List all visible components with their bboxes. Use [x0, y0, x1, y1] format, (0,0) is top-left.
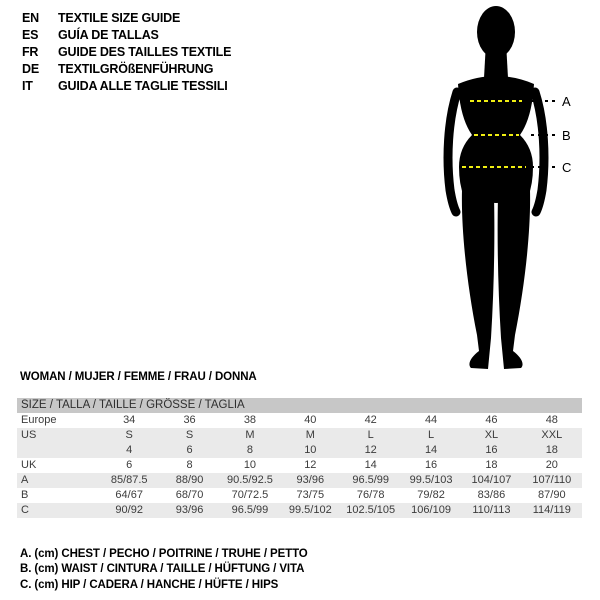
lang-row-es	[22, 26, 231, 43]
size-cell: 76/78	[356, 489, 385, 501]
lang-code: ES	[22, 27, 39, 42]
size-cell: 12	[341, 443, 401, 458]
table-row-us-numeric	[17, 443, 582, 458]
size-cell: S	[159, 428, 219, 443]
size-cell: 18	[522, 443, 582, 458]
lang-label: GUIDE DES TAILLES TEXTILE	[58, 44, 232, 59]
measurement-legend	[20, 547, 308, 593]
size-cell: 87/90	[538, 489, 566, 501]
table-row-waist	[17, 488, 582, 503]
legend-line-chest: A. (cm) CHEST / PECHO / POITRINE / TRUHE / PETTO	[20, 548, 308, 560]
size-cell: 42	[364, 414, 377, 426]
size-cell: 12	[304, 459, 317, 471]
size-cell: 114/119	[522, 503, 582, 518]
size-cell: 93/96	[280, 473, 340, 488]
size-cell: 20	[545, 459, 558, 471]
size-cell: 36	[183, 414, 196, 426]
size-cell: 14	[364, 459, 377, 471]
lang-label: TEXTILGRÖßENFÜHRUNG	[58, 61, 214, 76]
size-cell: XXL	[522, 428, 582, 443]
size-cell: 90/92	[99, 503, 159, 518]
silhouette-neck	[484, 42, 508, 78]
size-cell: M	[280, 428, 340, 443]
lang-row-it	[22, 77, 231, 94]
size-cell: 96.5/99	[220, 503, 280, 518]
size-cell: 99.5/102	[280, 503, 340, 518]
silhouette-right-arm	[535, 92, 544, 212]
size-cell: 6	[159, 443, 219, 458]
row-label: B	[21, 489, 29, 501]
size-cell: 70/72.5	[231, 489, 269, 501]
size-cell: 38	[243, 414, 257, 426]
size-cell: 64/67	[115, 489, 143, 501]
size-cell: 34	[123, 414, 136, 426]
woman-silhouette	[448, 6, 544, 369]
size-cell: 4	[99, 443, 159, 458]
table-row-us	[17, 428, 582, 443]
silhouette-left-arm	[448, 92, 457, 212]
lang-label: GUÍA DE TALLAS	[58, 27, 159, 42]
size-cell: 10	[243, 459, 257, 471]
size-cell: 88/90	[159, 473, 219, 488]
table-header-label: SIZE / TALLA / TAILLE / GRÖSSE / TAGLIA	[17, 398, 582, 413]
row-label: UK	[21, 459, 37, 471]
size-cell: 10	[280, 443, 340, 458]
size-cell: 40	[304, 414, 317, 426]
size-cell: XL	[461, 428, 521, 443]
size-cell: 93/96	[159, 503, 219, 518]
row-label: Europe	[21, 414, 57, 426]
size-cell: 8	[186, 459, 193, 471]
marker-label-a: A	[562, 94, 571, 109]
size-table	[17, 398, 582, 518]
size-cell: 8	[220, 443, 280, 458]
lang-code: FR	[22, 44, 39, 59]
size-cell: 46	[485, 414, 498, 426]
table-row-europe	[17, 413, 582, 428]
size-cell: 106/109	[401, 503, 461, 518]
lang-code: EN	[22, 10, 39, 25]
table-row-chest	[17, 473, 582, 488]
lang-row-fr	[22, 43, 231, 60]
lang-row-de	[22, 60, 231, 77]
row-label: A	[17, 473, 99, 488]
size-cell: 79/82	[417, 489, 445, 501]
silhouette-right-leg	[498, 190, 530, 369]
table-row-hip	[17, 503, 582, 518]
lang-label: GUIDA ALLE TAGLIE TESSILI	[58, 78, 228, 93]
size-cell: 44	[424, 414, 438, 426]
size-cell: L	[341, 428, 401, 443]
lang-code: DE	[22, 61, 39, 76]
size-cell: 83/86	[477, 489, 506, 501]
size-cell: S	[99, 428, 159, 443]
table-title: WOMAN / MUJER / FEMME / FRAU / DONNA	[20, 371, 257, 383]
silhouette-torso	[458, 76, 534, 203]
size-cell: M	[220, 428, 280, 443]
silhouette-left-leg	[462, 190, 494, 369]
size-cell: 90.5/92.5	[220, 473, 280, 488]
size-cell: 96.5/99	[341, 473, 401, 488]
table-row-uk	[17, 458, 582, 473]
marker-label-b: B	[562, 128, 571, 143]
woman-silhouette-figure	[420, 0, 600, 380]
row-label: US	[17, 428, 99, 443]
table-header-row	[17, 398, 582, 413]
size-cell: 18	[485, 459, 498, 471]
size-cell: 110/113	[461, 503, 521, 518]
legend-line-hip: C. (cm) HIP / CADERA / HANCHE / HÜFTE / HIPS	[20, 578, 279, 591]
size-cell: 6	[126, 459, 133, 471]
row-label	[17, 443, 99, 458]
size-cell: 102.5/105	[341, 503, 401, 518]
lang-label: TEXTILE SIZE GUIDE	[58, 10, 181, 25]
size-cell: 85/87.5	[99, 473, 159, 488]
marker-label-c: C	[562, 160, 572, 175]
size-cell: 104/107	[461, 473, 521, 488]
size-cell: 107/110	[522, 473, 582, 488]
lang-code: IT	[22, 78, 33, 93]
size-cell: 48	[545, 414, 558, 426]
legend-line-waist: B. (cm) WAIST / CINTURA / TAILLE / HÜFTUNG / VITA	[20, 563, 305, 576]
size-cell: 16	[461, 443, 521, 458]
size-cell: 14	[401, 443, 461, 458]
lang-row-en	[22, 9, 231, 26]
size-cell: L	[401, 428, 461, 443]
size-cell: 68/70	[175, 489, 204, 501]
size-cell: 99.5/103	[401, 473, 461, 488]
size-cell: 16	[424, 459, 438, 471]
size-cell: 73/75	[296, 489, 325, 501]
language-title-block	[22, 9, 231, 94]
row-label: C	[17, 503, 99, 518]
